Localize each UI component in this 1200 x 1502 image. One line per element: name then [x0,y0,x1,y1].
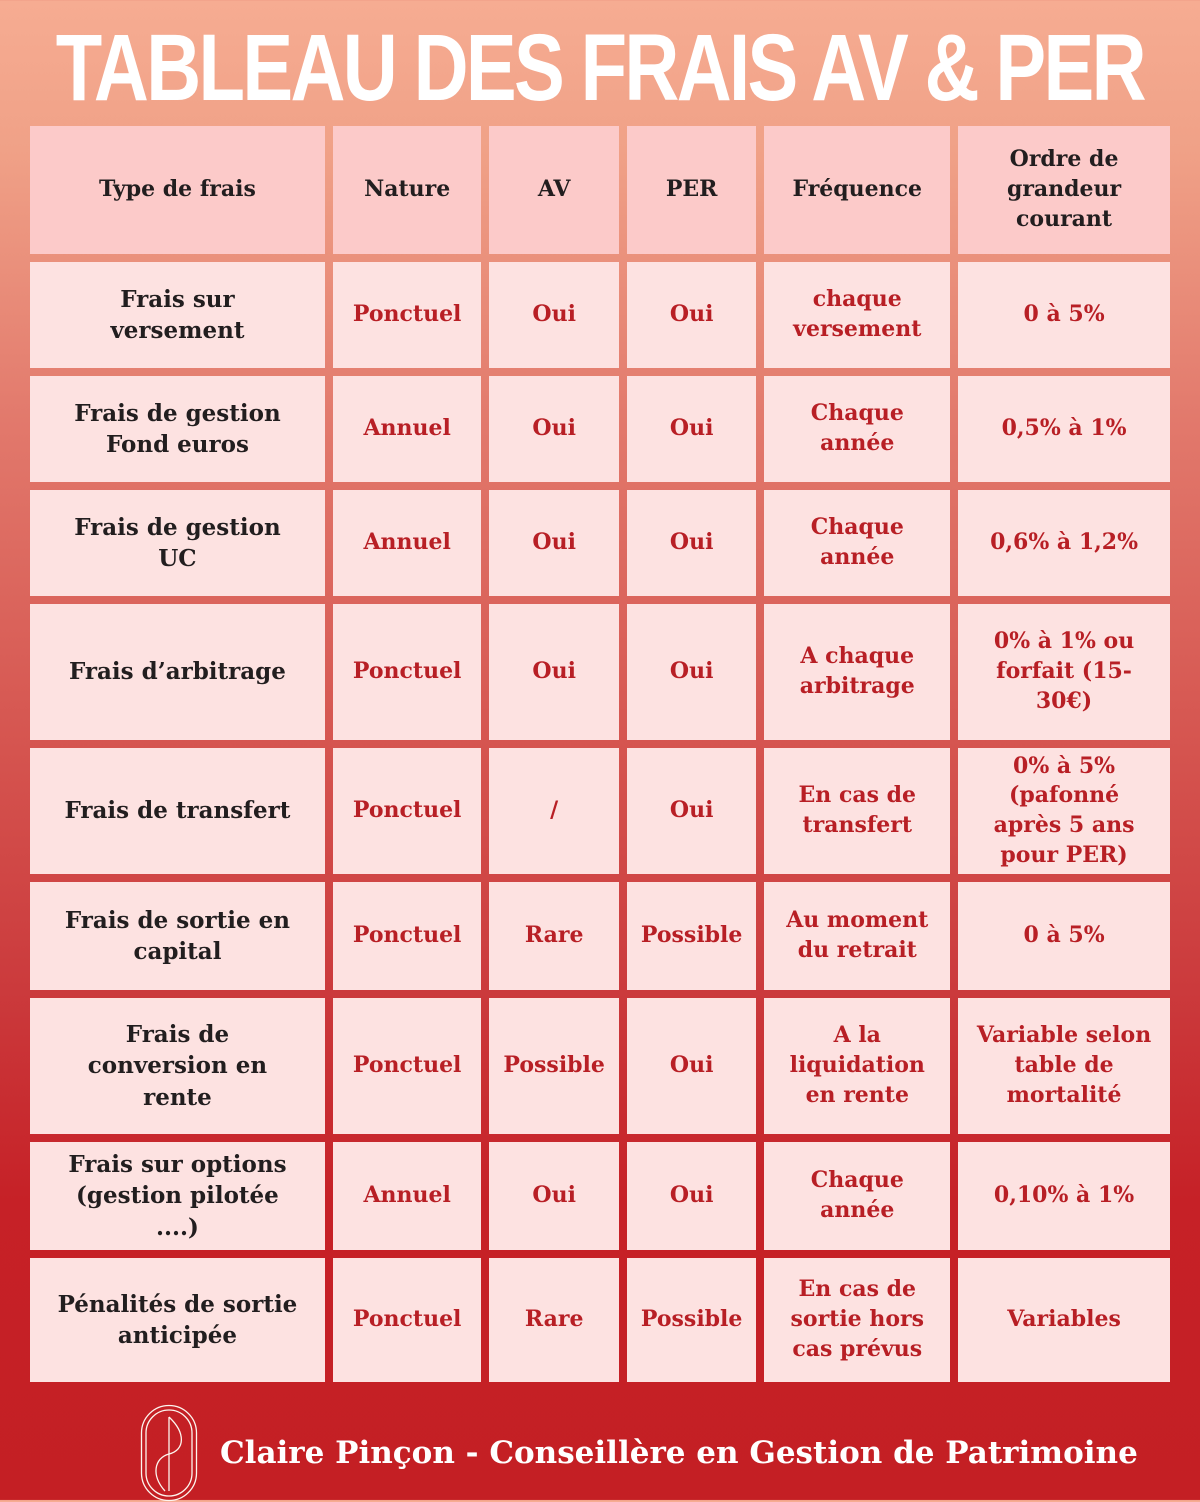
header-cell-frequence: Fréquence [764,126,950,254]
table-cell: 0% à 1% ou forfait (15-30€) [958,604,1170,740]
table-cell: Ponctuel [333,998,482,1134]
table-cell: Frais sur versement [30,262,325,368]
table-cell: Oui [627,604,757,740]
header-cell-av: AV [489,126,619,254]
table-cell: Frais de sortie en capital [30,882,325,990]
table-cell: Oui [489,604,619,740]
table-cell: Ponctuel [333,748,482,874]
cp-monogram-icon [140,1404,198,1502]
table-cell: Oui [489,1142,619,1250]
table-cell: Chaque année [764,490,950,596]
table-cell: Frais sur options (gestion pilotée ....) [30,1142,325,1250]
table-cell: Frais de conversion en rente [30,998,325,1134]
table-cell: Oui [627,748,757,874]
table-cell: Frais de gestion Fond euros [30,376,325,482]
table-cell: Ponctuel [333,882,482,990]
table-cell: En cas de transfert [764,748,950,874]
table-cell: Possible [627,882,757,990]
table-cell: Rare [489,882,619,990]
table-cell: 0,5% à 1% [958,376,1170,482]
table-cell: Oui [489,376,619,482]
table-cell: Chaque année [764,1142,950,1250]
table-cell: chaque versement [764,262,950,368]
table-cell: Chaque année [764,376,950,482]
table-cell: Ponctuel [333,262,482,368]
table-cell: / [489,748,619,874]
table-cell: Oui [489,490,619,596]
header-cell-type: Type de frais [30,126,325,254]
table-cell: Possible [627,1258,757,1382]
table-cell: Oui [627,376,757,482]
table-cell: Ponctuel [333,604,482,740]
table-cell: Oui [627,262,757,368]
page-title: TABLEAU DES FRAIS AV & PER [55,14,1145,121]
table-cell: Frais d’arbitrage [30,604,325,740]
header-cell-ordre: Ordre de grandeur courant [958,126,1170,254]
table-cell: 0,10% à 1% [958,1142,1170,1250]
table-cell: En cas de sortie hors cas prévus [764,1258,950,1382]
table-cell: Variables [958,1258,1170,1382]
table-cell: 0% à 5% (pafonné après 5 ans pour PER) [958,748,1170,874]
fees-table [30,126,1170,1382]
header-cell-per: PER [627,126,757,254]
table-cell: Oui [627,998,757,1134]
table-cell: A la liquidation en rente [764,998,950,1134]
table-cell: 0 à 5% [958,882,1170,990]
header-cell-nature: Nature [333,126,482,254]
footer [140,1404,1200,1502]
table-cell: 0 à 5% [958,262,1170,368]
table-cell: Possible [489,998,619,1134]
table-cell: Rare [489,1258,619,1382]
footer-credit: Claire Pinçon - Conseillère en Gestion de Patrimoine [220,1435,1138,1471]
table-cell: Frais de gestion UC [30,490,325,596]
table-cell: Oui [627,1142,757,1250]
table-cell: Annuel [333,376,482,482]
table-cell: Variable selon table de mortalité [958,998,1170,1134]
table-cell: Pénalités de sortie anticipée [30,1258,325,1382]
table-cell: Annuel [333,490,482,596]
table-cell: Annuel [333,1142,482,1250]
title-bar [0,0,1200,122]
table-cell: Ponctuel [333,1258,482,1382]
table-cell: Oui [627,490,757,596]
table-cell: 0,6% à 1,2% [958,490,1170,596]
table-cell: Frais de transfert [30,748,325,874]
table-cell: Oui [489,262,619,368]
table-cell: Au moment du retrait [764,882,950,990]
table-cell: A chaque arbitrage [764,604,950,740]
